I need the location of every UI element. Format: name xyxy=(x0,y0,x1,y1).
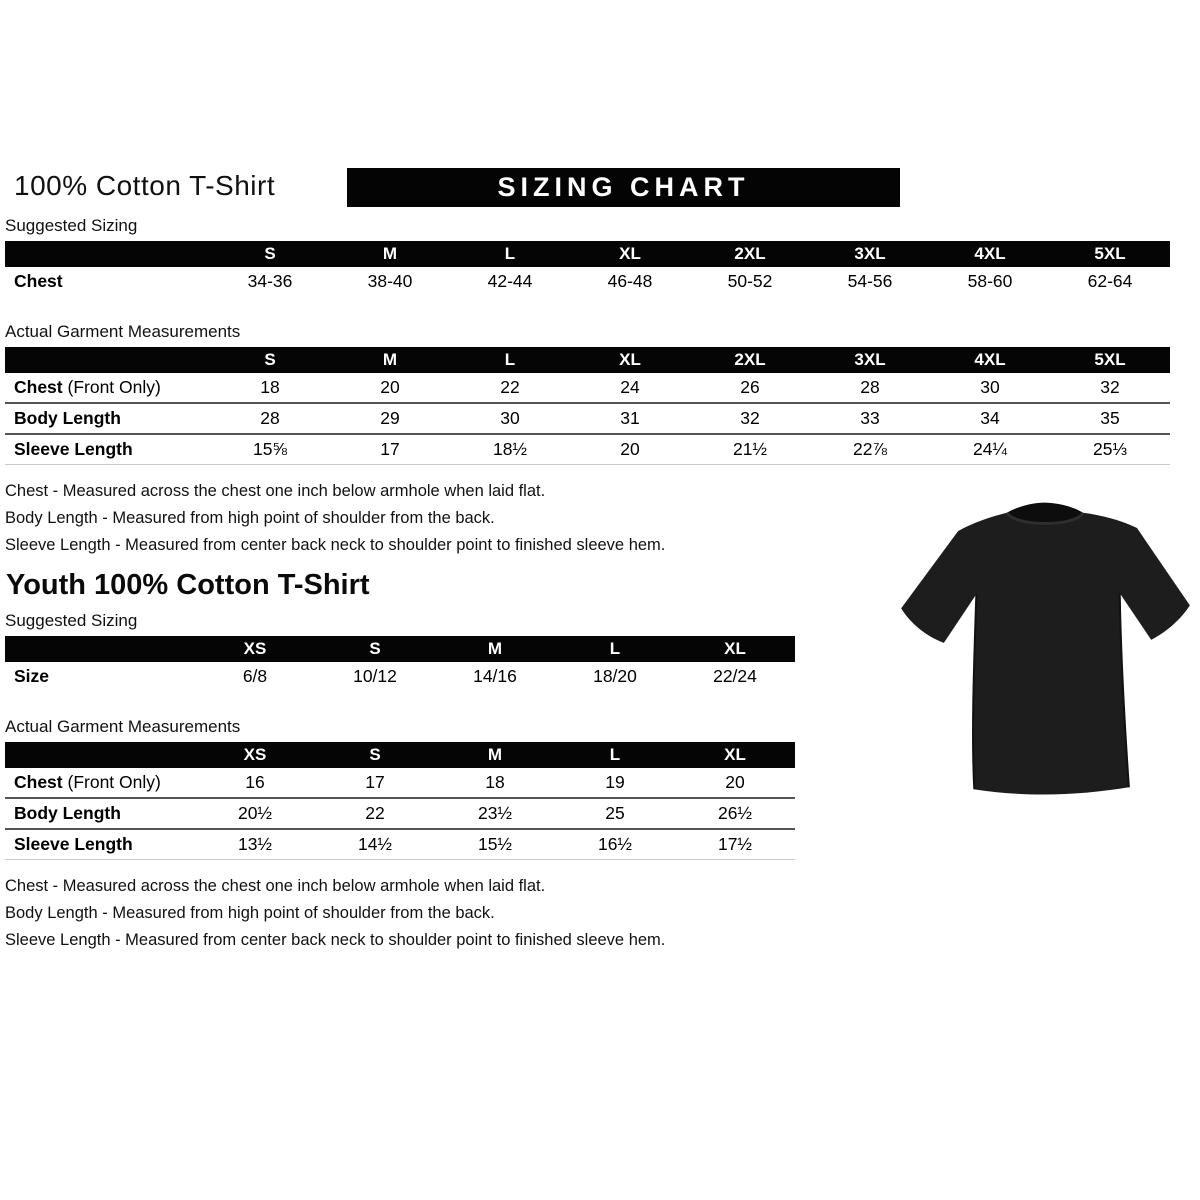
measurement-note: Body Length - Measured from high point of shoulder from the back. xyxy=(5,509,495,527)
banner-label: SIZING CHART xyxy=(497,172,750,202)
youth-garment-measurements-label: Actual Garment Measurements xyxy=(5,717,241,736)
table-row xyxy=(5,830,795,860)
table-row xyxy=(5,435,1170,465)
row-label: Sleeve Length xyxy=(14,834,133,854)
table-header-row xyxy=(5,241,1170,267)
row-label: Chest xyxy=(14,271,63,291)
measurement-cell: 26 xyxy=(740,377,760,397)
size-column-header: S xyxy=(264,244,276,263)
row-label: Body Length xyxy=(14,803,121,823)
size-column-header: XL xyxy=(619,244,641,263)
measurement-cell: 20½ xyxy=(237,803,273,823)
measurement-cell: 32 xyxy=(1100,377,1120,397)
measurement-cell: 18 xyxy=(485,772,505,792)
table-header-row xyxy=(5,347,1170,373)
table-row xyxy=(5,768,795,799)
measurement-cell: 24 xyxy=(620,377,640,397)
row-label: Chest (Front Only) xyxy=(14,377,161,397)
measurement-cell: 20 xyxy=(620,439,640,459)
measurement-note: Chest - Measured across the chest one inch below armhole when laid flat. xyxy=(5,482,546,500)
measurement-cell: 10/12 xyxy=(353,666,397,686)
adult-suggested-sizing-table xyxy=(5,241,1170,296)
table-row xyxy=(5,373,1170,404)
measurement-cell: 32 xyxy=(740,408,760,428)
measurement-cell: 46-48 xyxy=(607,271,653,291)
measurement-cell: 31 xyxy=(620,408,640,428)
measurement-cell: 25⅓ xyxy=(1092,439,1128,459)
measurement-cell: 34-36 xyxy=(247,271,293,291)
tshirt-icon xyxy=(893,492,1198,802)
measurement-cell: 22/24 xyxy=(713,666,757,686)
size-column-header: M xyxy=(487,745,503,764)
size-column-header: 2XL xyxy=(734,244,766,263)
measurement-cell: 28 xyxy=(260,408,280,428)
size-column-header: 2XL xyxy=(734,350,766,369)
measurement-cell: 15⅝ xyxy=(252,439,288,459)
measurement-cell: 18½ xyxy=(492,439,528,459)
size-column-header: XL xyxy=(619,350,641,369)
measurement-cell: 18 xyxy=(260,377,280,397)
size-column-header: 5XL xyxy=(1094,244,1126,263)
measurement-note: Chest - Measured across the chest one inch below armhole when laid flat. xyxy=(5,877,546,895)
measurement-cell: 13½ xyxy=(237,834,273,854)
size-column-header: L xyxy=(609,639,621,658)
measurement-cell: 16½ xyxy=(597,834,633,854)
youth-measurement-notes xyxy=(5,873,1200,954)
measurement-cell: 18/20 xyxy=(593,666,637,686)
measurement-cell: 28 xyxy=(860,377,880,397)
page-title: 100% Cotton T-Shirt xyxy=(14,170,276,201)
measurement-cell: 20 xyxy=(380,377,400,397)
size-column-header: XS xyxy=(243,639,267,658)
measurement-cell: 33 xyxy=(860,408,880,428)
measurement-cell: 38-40 xyxy=(367,271,413,291)
table-row xyxy=(5,799,795,830)
size-column-header: 3XL xyxy=(854,350,886,369)
youth-section-title: Youth 100% Cotton T-Shirt xyxy=(6,569,370,601)
table-row xyxy=(5,267,1170,296)
measurement-cell: 29 xyxy=(380,408,400,428)
measurement-note: Body Length - Measured from high point of shoulder from the back. xyxy=(5,904,495,922)
tshirt-product-image xyxy=(893,492,1198,802)
size-column-header: 4XL xyxy=(974,244,1006,263)
measurement-cell: 35 xyxy=(1100,408,1120,428)
size-column-header: S xyxy=(369,639,381,658)
measurement-cell: 16 xyxy=(245,772,265,792)
youth-suggested-sizing-table xyxy=(5,636,795,691)
size-column-header: XS xyxy=(243,745,267,764)
measurement-note: Sleeve Length - Measured from center back neck to shoulder point to finished sleeve hem. xyxy=(5,536,666,554)
size-column-header: XL xyxy=(724,745,746,764)
measurement-cell: 22 xyxy=(500,377,520,397)
measurement-cell: 25 xyxy=(605,803,625,823)
row-label: Size xyxy=(14,666,50,686)
size-column-header: 5XL xyxy=(1094,350,1126,369)
measurement-cell: 26½ xyxy=(717,803,753,823)
row-label: Sleeve Length xyxy=(14,439,133,459)
measurement-cell: 17½ xyxy=(717,834,753,854)
size-column-header: L xyxy=(609,745,621,764)
measurement-cell: 34 xyxy=(980,408,1000,428)
measurement-cell: 20 xyxy=(725,772,745,792)
measurement-cell: 14/16 xyxy=(473,666,517,686)
sizing-chart-banner xyxy=(347,168,900,207)
size-column-header: 3XL xyxy=(854,244,886,263)
measurement-cell: 17 xyxy=(380,439,400,459)
adult-suggested-sizing-label: Suggested Sizing xyxy=(5,216,138,235)
youth-suggested-sizing-label: Suggested Sizing xyxy=(5,611,138,630)
measurement-cell: 58-60 xyxy=(967,271,1013,291)
measurement-note: Sleeve Length - Measured from center back neck to shoulder point to finished sleeve hem. xyxy=(5,931,666,949)
row-label: Body Length xyxy=(14,408,121,428)
table-row xyxy=(5,662,795,691)
table-header-row xyxy=(5,742,795,768)
measurement-cell: 14½ xyxy=(357,834,393,854)
measurement-cell: 62-64 xyxy=(1087,271,1133,291)
measurement-cell: 24¼ xyxy=(972,439,1008,459)
youth-garment-measurements-table xyxy=(5,742,795,860)
measurement-cell: 50-52 xyxy=(727,271,773,291)
size-column-header: 4XL xyxy=(974,350,1006,369)
measurement-cell: 22⅞ xyxy=(852,439,888,459)
size-column-header: L xyxy=(504,244,516,263)
table-header-row xyxy=(5,636,795,662)
size-column-header: S xyxy=(369,745,381,764)
measurement-cell: 30 xyxy=(500,408,520,428)
measurement-cell: 54-56 xyxy=(847,271,893,291)
size-column-header: S xyxy=(264,350,276,369)
measurement-cell: 23½ xyxy=(477,803,513,823)
measurement-cell: 15½ xyxy=(477,834,513,854)
measurement-cell: 22 xyxy=(365,803,385,823)
page-header xyxy=(5,168,1200,207)
size-column-header: M xyxy=(382,350,398,369)
size-column-header: M xyxy=(487,639,503,658)
measurement-cell: 42-44 xyxy=(487,271,533,291)
measurement-cell: 21½ xyxy=(732,439,768,459)
adult-garment-measurements-table xyxy=(5,347,1170,465)
row-label: Chest (Front Only) xyxy=(14,772,161,792)
size-column-header: M xyxy=(382,244,398,263)
measurement-cell: 17 xyxy=(365,772,385,792)
measurement-cell: 6/8 xyxy=(242,666,268,686)
measurement-cell: 30 xyxy=(980,377,1000,397)
adult-garment-measurements-label: Actual Garment Measurements xyxy=(5,322,241,341)
size-column-header: XL xyxy=(724,639,746,658)
table-row xyxy=(5,404,1170,435)
size-column-header: L xyxy=(504,350,516,369)
measurement-cell: 19 xyxy=(605,772,625,792)
